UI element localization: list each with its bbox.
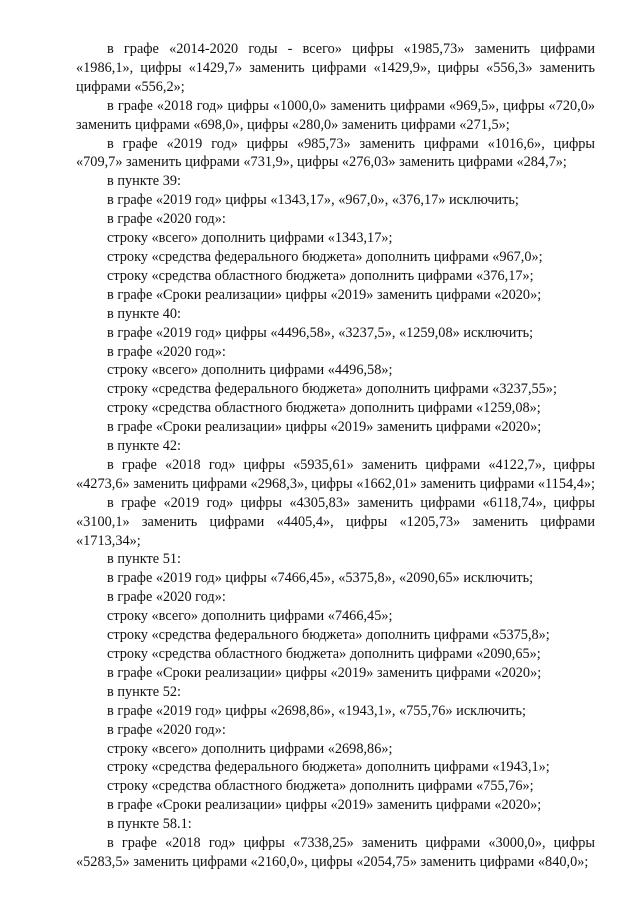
document-paragraph: в графе «2019 год» цифры «1343,17», «967,0», «376,17» исключить; bbox=[107, 192, 519, 209]
document-paragraph: в графе «2019 год» цифры «4496,58», «3237,5», «1259,08» исключить; bbox=[107, 324, 534, 341]
document-paragraph: в пункте 39: bbox=[107, 173, 181, 190]
document-paragraph: строку «средства федерального бюджета» дополнить цифрами «967,0»; bbox=[107, 248, 543, 265]
document-paragraph: в графе «2019 год» цифры «2698,86», «1943,1», «755,76» исключить; bbox=[107, 702, 526, 719]
document-body bbox=[76, 40, 595, 872]
document-paragraph: в графе «2014-2020 годы - всего» цифры «1985,73» заменить цифрами «1986,1», цифры «1429,7» заменить цифрами «1429,9», цифры «556,3» заменить цифрами «556,2»; bbox=[76, 41, 595, 95]
document-paragraph: в графе «2020 год»: bbox=[107, 589, 226, 606]
document-paragraph: строку «средства федерального бюджета» дополнить цифрами «3237,55»; bbox=[107, 381, 557, 398]
document-paragraph: в графе «Сроки реализации» цифры «2019» заменить цифрами «2020»; bbox=[107, 664, 542, 681]
document-paragraph: строку «средства областного бюджета» дополнить цифрами «2090,65»; bbox=[107, 646, 541, 662]
document-paragraph: в графе «2018 год» цифры «5935,61» заменить цифрами «4122,7», цифры «4273,6» заменить цифрами «2968,3», цифры «1662,01» заменить цифрами «1154,4»; bbox=[76, 456, 595, 492]
document-paragraph: строку «средства федерального бюджета» дополнить цифрами «1943,1»; bbox=[107, 759, 550, 776]
document-paragraph: в графе «2019 год» цифры «4305,83» заменить цифрами «6118,74», цифры «3100,1» заменить цифрами «4405,4», цифры «1205,73» заменить цифрами «1713,34»; bbox=[76, 494, 595, 549]
document-paragraph: в графе «2018 год» цифры «1000,0» заменить цифрами «969,5», цифры «720,0» заменить цифрами «698,0», цифры «280,0» заменить цифрами «271,5»; bbox=[76, 97, 595, 133]
document-paragraph: в пункте 42: bbox=[107, 438, 181, 455]
document-paragraph: в графе «2018 год» цифры «7338,25» заменить цифрами «3000,0», цифры «5283,5» заменить цифрами «2160,0», цифры «2054,75» заменить цифрами «840,0»; bbox=[76, 835, 595, 870]
document-paragraph: строку «всего» дополнить цифрами «4496,58»; bbox=[107, 362, 393, 379]
document-paragraph: в графе «2020 год»: bbox=[107, 721, 226, 738]
document-paragraph: в графе «Сроки реализации» цифры «2019» заменить цифрами «2020»; bbox=[107, 419, 542, 436]
document-paragraph: в графе «Сроки реализации» цифры «2019» заменить цифрами «2020»; bbox=[107, 797, 542, 814]
document-paragraph: в пункте 51: bbox=[107, 551, 181, 568]
document-paragraph: в пункте 58.1: bbox=[107, 816, 192, 833]
document-paragraph: строку «всего» дополнить цифрами «2698,86»; bbox=[107, 740, 393, 757]
document-paragraph: в пункте 52: bbox=[107, 683, 181, 700]
document-paragraph: в графе «2019 год» цифры «7466,45», «5375,8», «2090,65» исключить; bbox=[107, 570, 534, 587]
document-paragraph: в пункте 40: bbox=[107, 305, 181, 322]
document-paragraph: строку «средства областного бюджета» дополнить цифрами «376,17»; bbox=[107, 267, 534, 284]
document-paragraph: в графе «2020 год»: bbox=[107, 211, 226, 228]
document-paragraph: строку «всего» дополнить цифрами «7466,45»; bbox=[107, 608, 393, 625]
document-paragraph: в графе «Сроки реализации» цифры «2019» заменить цифрами «2020»; bbox=[107, 286, 542, 303]
document-paragraph: строку «средства областного бюджета» дополнить цифрами «1259,08»; bbox=[107, 400, 541, 417]
document-paragraph: строку «всего» дополнить цифрами «1343,17»; bbox=[107, 230, 393, 247]
document-paragraph: в графе «2019 год» цифры «985,73» заменить цифрами «1016,6», цифры «709,7» заменить цифрами «731,9», цифры «276,03» заменить цифрами «284,7»; bbox=[76, 135, 595, 171]
document-paragraph: в графе «2020 год»: bbox=[107, 343, 226, 360]
document-paragraph: строку «средства федерального бюджета» дополнить цифрами «5375,8»; bbox=[107, 627, 550, 644]
document-paragraph: строку «средства областного бюджета» дополнить цифрами «755,76»; bbox=[107, 778, 534, 795]
